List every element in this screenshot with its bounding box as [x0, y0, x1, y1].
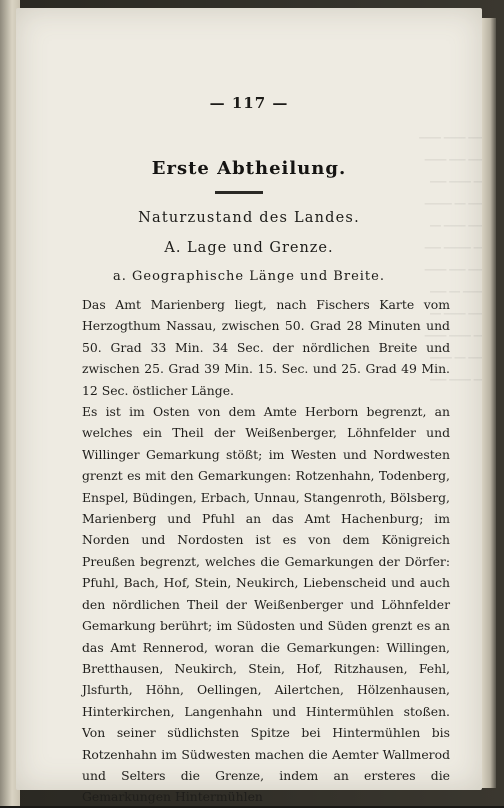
chapter-subtitle: Naturzustand des Landes.: [138, 210, 360, 226]
title-rule: [215, 191, 263, 194]
body-text: [82, 294, 450, 808]
page-number-header: — 117 —: [209, 94, 289, 112]
paragraph: Das Amt Marienberg liegt, nach Fischers Karte vom Herzogthum Nassau, zwischen 50. Grad 28 Minuten und 50. Grad 33 Min. 34 Sec. der nördlichen Breite und zwischen 25. Grad 39 Min. 15. Sec. und 25. Grad 49 Min. 12 Sec. östlicher Länge.: [82, 297, 450, 398]
subsection-heading: A. Lage und Grenze.: [164, 240, 334, 256]
show-through-text: ──── ──── ──── ──── ─── ──── ─── ──── ─── ──── ── ───── ──── ──── ── ─── ───── ─── ──── ─── ──── ───── ── ─── ──── ──── ── ─── ──── ──── ──── ── ──── ─── ──── ───: [419, 134, 490, 386]
paragraph: Es ist im Osten von dem Amte Herborn begrenzt, an welches ein Theil der Weißenberger, Löhnfelder und Willinger Gemarkung stößt; im Westen und Nordwesten grenzt es mit den Gemarkungen: Rotzenhahn, Todenberg, Enspel, Büdingen, Erbach, Unnau, Stangenroth, Bölsberg, Marienberg und Pfuhl an das Amt Hachenburg; im Norden und Nordosten ist es von dem Königreich Preußen begrenzt, welches die Gemarkungen der Dörfer: Pfuhl, Bach, Hof, Stein, Neukirch, Liebenscheid und auch den nördlichen Theil der Weißenberger und Löhnfelder Gemarkung berührt; im Südosten und Süden grenzt es an das Amt Rennerod, woran die Gemarkungen: Willingen, Bretthausen, Neukirch, Stein, Hof, Ritzhausen, Fehl, Jlsfurth, Höhn, Oellingen, Ailertchen, Hölzenhausen, Hinterkirchen, Langenhahn und Hintermühlen stoßen. Von seiner südlichsten Spitze bei Hintermühlen bis Rotzenhahn im Südwesten machen die Aemter Wallmerod und Selters die Grenze, indem an ersteres die Gemarkungen Hintermühlen: [82, 404, 450, 805]
section-title: Erste Abtheilung.: [151, 158, 347, 179]
subsubsection-heading: a. Geographische Länge und Breite.: [113, 269, 385, 284]
book-page: [16, 8, 490, 805]
